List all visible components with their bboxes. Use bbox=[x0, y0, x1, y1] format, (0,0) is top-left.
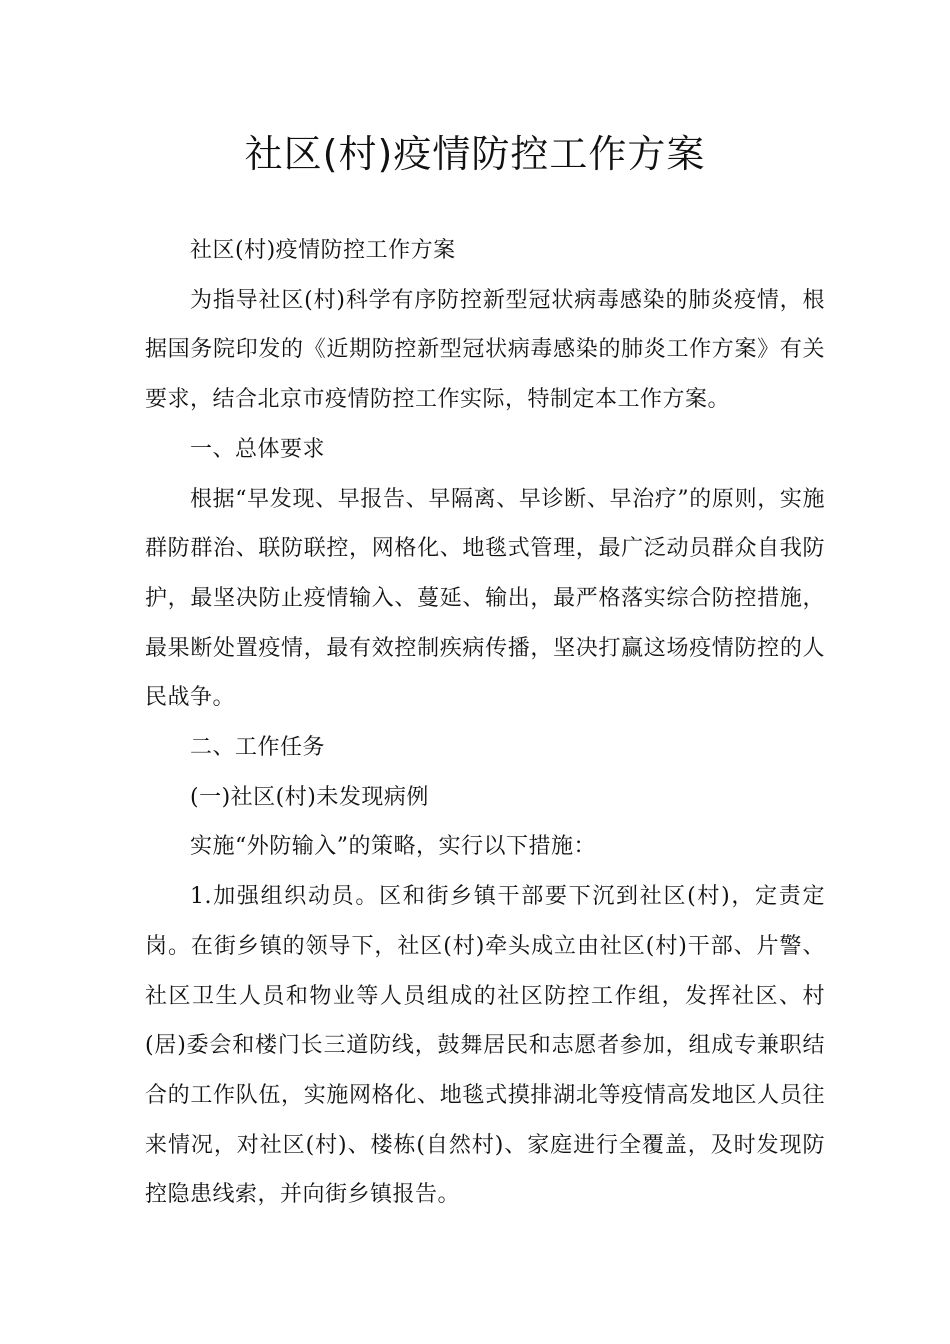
paragraph-organization: 1.加强组织动员。区和街乡镇干部要下沉到社区(村)，定责定岗。在街乡镇的领导下，社区(村)牵头成立由社区(村)干部、片警、社区卫生人员和物业等人员组成的社区防控工作组，发挥社区、村(居)委会和楼门长三道防线，鼓舞居民和志愿者参加，组成专兼职结合的工作队伍，实施网格化、地毯式摸排湖北等疫情高发地区人员往来情况，对社区(村)、楼栋(自然村)、家庭进行全覆盖，及时发现防控隐患线索，并向街乡镇报告。 bbox=[145, 884, 825, 1208]
document-title: 社区(村)疫情防控工作方案 bbox=[244, 132, 706, 176]
heading-general-requirements: 一、总体要求 bbox=[190, 436, 326, 462]
paragraph-subtitle: 社区(村)疫情防控工作方案 bbox=[190, 238, 456, 263]
paragraph-principles: 根据“早发现、早报告、早隔离、早诊断、早治疗”的原则，实施群防群治、联防联控，网格化、地毯式管理，最广泛动员群众自我防护，最坚决防止疫情输入、蔓延、输出，最严格落实综合防控措施，最果断处置疫情，最有效控制疾病传播，坚决打赢这场疫情防控的人民战争。 bbox=[145, 486, 825, 711]
heading-work-tasks: 二、工作任务 bbox=[190, 735, 326, 761]
paragraph-strategy: 实施“外防输入”的策略，实行以下措施： bbox=[190, 834, 596, 860]
paragraph-intro: 为指导社区(村)科学有序防控新型冠状病毒感染的肺炎疫情，根据国务院印发的《近期防控新型冠状病毒感染的肺炎工作方案》有关要求，结合北京市疫情防控工作实际，特制定本工作方案。 bbox=[145, 287, 825, 413]
document-body bbox=[145, 226, 825, 1220]
subheading-no-cases: (一)社区(村)未发现病例 bbox=[190, 784, 429, 810]
